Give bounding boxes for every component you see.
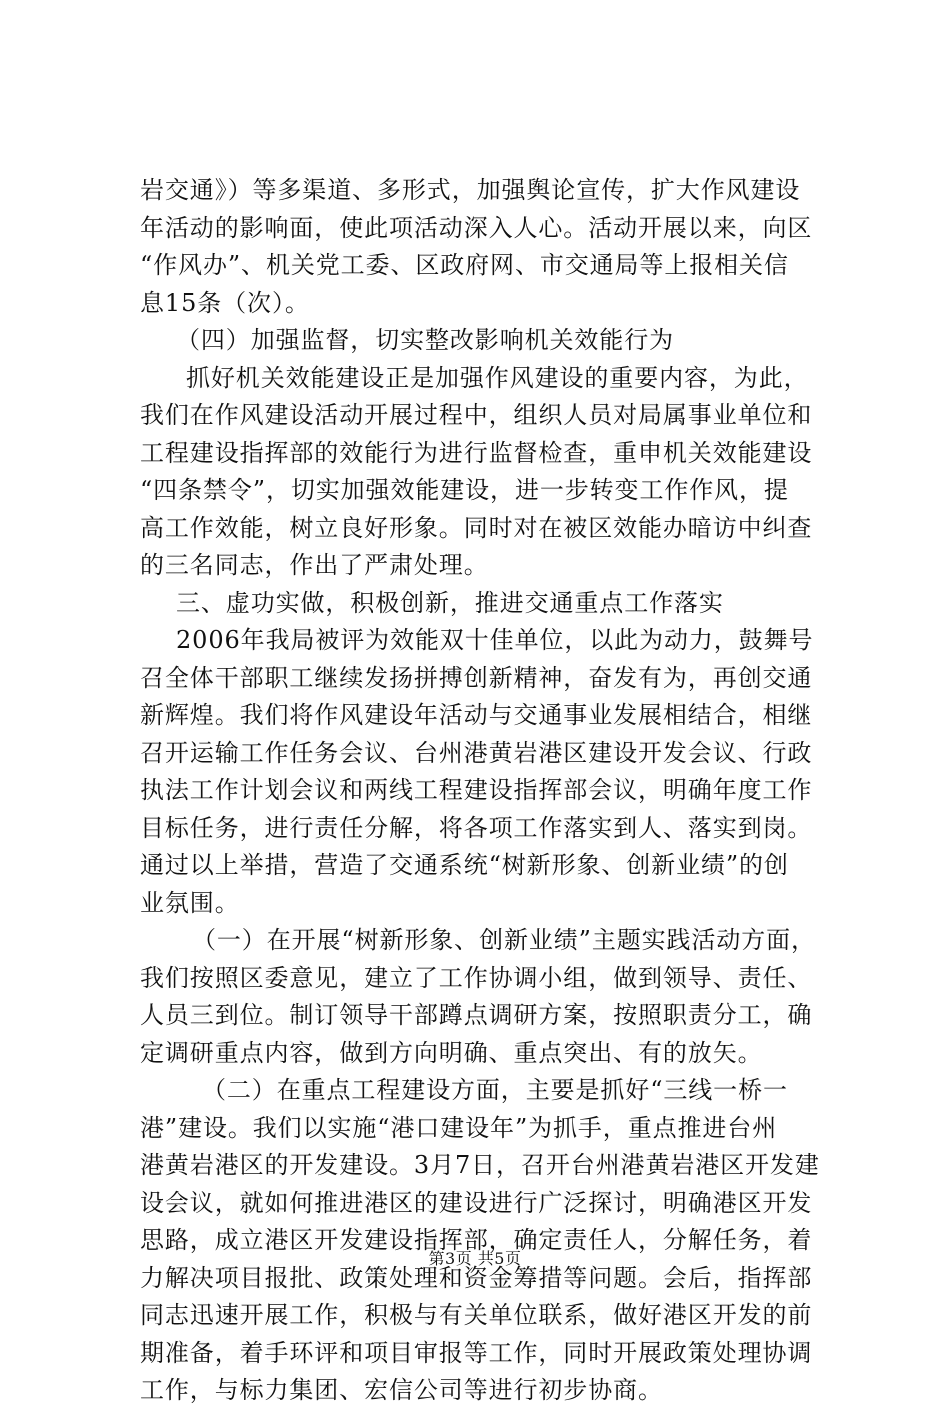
text-line: 抓好机关效能建设正是加强作风建设的重要内容，为此， [186,363,809,392]
text-line: 执法工作计划会议和两线工程建设指挥部会议，明确年度工作 [140,776,813,804]
page-number-footer: 第3页 共5页 [428,1249,522,1268]
text-line: 人员三到位。制订领导干部蹲点调研方案，按照职责分工，确 [140,1001,813,1029]
text-line: 目标任务，进行责任分解，将各项工作落实到人、落实到岗。 [140,813,813,842]
section-heading: （四）加强监督，切实整改影响机关效能行为 [176,326,674,354]
text-line: 我们按照区委意见，建立了工作协调小组，做到领导、责任、 [140,963,813,992]
text-line: 岩交通》）等多渠道、多形式，加强舆论宣传，扩大作风建设 [140,176,801,204]
text-line: “作风办”、机关党工委、区政府网、市交通局等上报相关信 [140,251,789,279]
text-line: 新辉煌。我们将作风建设年活动与交通事业发展相结合，相继 [140,701,813,729]
section-heading: 三、虚功实做，积极创新，推进交通重点工作落实 [176,588,724,617]
text-line: 同志迅速开展工作，积极与有关单位联系，做好港区开发的前 [140,1301,813,1329]
text-line: 通过以上举措，营造了交通系统“树新形象、创新业绩”的创 [140,851,789,879]
text-line: 设会议，就如何推进港区的建设进行广泛探讨，明确港区开发 [140,1188,813,1217]
text-line: 业氛围。 [140,888,240,917]
text-line: “四条禁令”，切实加强效能建设，进一步转变工作作风，提 [140,476,789,504]
text-line: 2006年我局被评为效能双十佳单位，以此为动力，鼓舞号 [176,626,814,654]
text-line: 港黄岩港区的开发建设。3月7日，召开台州港黄岩港区开发建 [140,1151,820,1179]
text-line: 我们在作风建设活动开展过程中，组织人员对局属事业单位和 [140,401,813,429]
text-line: （二）在重点工程建设方面，主要是抓好“三线一桥一 [202,1076,788,1104]
text-line: 的三名同志，作出了严肃处理。 [140,551,489,579]
text-line: 高工作效能，树立良好形象。同时对在被区效能办暗访中纠查 [140,513,813,542]
text-line: 年活动的影响面，使此项活动深入人心。活动开展以来，向区 [140,213,813,242]
text-line: 工作，与标力集团、宏信公司等进行初步协商。 [140,1376,663,1404]
text-line: 思路，成立港区开发建设指挥部，确定责任人，分解任务，着 [140,1226,813,1254]
text-line: 工程建设指挥部的效能行为进行监督检查，重申机关效能建设 [140,438,813,467]
text-line: 召全体干部职工继续发扬拼搏创新精神，奋发有为，再创交通 [140,663,813,692]
text-line: 息15条（次）。 [140,288,310,317]
text-line: 定调研重点内容，做到方向明确、重点突出、有的放矢。 [140,1038,763,1067]
text-line: 期准备，着手环评和项目审报等工作，同时开展政策处理协调 [140,1338,813,1367]
text-line: 港”建设。我们以实施“港口建设年”为抓手，重点推进台州 [140,1113,778,1142]
text-line: 召开运输工作任务会议、台州港黄岩港区建设开发会议、行政 [140,738,813,767]
text-line: 力解决项目报批、政策处理和资金筹措等问题。会后，指挥部 [140,1263,813,1292]
document-body [140,172,840,1410]
text-line: （一）在开展“树新形象、创新业绩”主题实践活动方面， [192,926,816,954]
